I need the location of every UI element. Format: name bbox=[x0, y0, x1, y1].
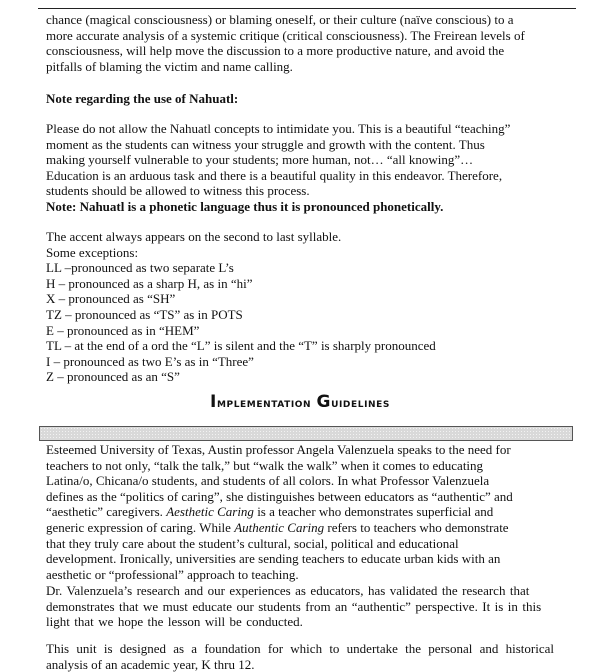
text-line: light that we hope the lesson will be conducted. bbox=[46, 614, 303, 630]
top-rule-divider bbox=[38, 8, 576, 9]
text-line: teachers to not only, “talk the talk,” but “walk the walk” when it comes to educating bbox=[46, 457, 484, 473]
exception-item: E – pronounced as in “HEM” bbox=[46, 322, 200, 338]
text-line: demonstrates that we must educate our students from an “authentic” perspective. It is in this bbox=[46, 598, 542, 614]
section-divider-bar bbox=[39, 426, 573, 441]
exceptions-label: Some exceptions: bbox=[46, 244, 139, 260]
text-line: making yourself vulnerable to your students; more human, not… “all knowing”… bbox=[46, 152, 474, 168]
exception-item: TL – at the end of a ord the “L” is silent and the “T” is sharply pronounced bbox=[46, 338, 436, 354]
text-line: more accurate analysis of a systemic critique (critical consciousness). The Freirean levels of bbox=[46, 27, 525, 43]
emphasis-aesthetic-caring: Aesthetic Caring bbox=[166, 504, 254, 520]
pronunciation-list bbox=[46, 229, 576, 385]
section-heading-implementation-guidelines bbox=[0, 392, 600, 412]
accent-rule: The accent always appears on the second to last syllable. bbox=[46, 229, 342, 244]
text-segment: refers to teachers who demonstrate bbox=[324, 519, 509, 535]
exception-item: X – pronounced as “SH” bbox=[46, 291, 176, 307]
text-line bbox=[46, 504, 576, 520]
text-line: Dr. Valenzuela’s research and our experiences as educators, has validated the research that bbox=[46, 583, 530, 598]
text-segment: “aesthetic” caregivers. bbox=[46, 504, 167, 520]
text-line: development. Ironically, universities are sending teachers to educate urban kids with an bbox=[46, 551, 501, 567]
text-line: Education is an arduous task and there is a beautiful quality in this endeavor. Therefore, bbox=[46, 167, 503, 183]
guidelines-paragraph-3 bbox=[46, 641, 576, 672]
guidelines-paragraph-1 bbox=[46, 442, 576, 582]
text-line: This unit is designed as a foundation for which to undertake the personal and historical bbox=[46, 641, 554, 656]
text-segment: generic expression of caring. While bbox=[46, 519, 235, 535]
text-line: defines as the “politics of caring”, she distinguishes between educators as “authentic” and bbox=[46, 488, 513, 504]
heading-rest: uidelines bbox=[331, 395, 390, 411]
exception-item: H – pronounced as a sharp H, as in “hi” bbox=[46, 275, 253, 291]
text-line: analysis of an academic year, K thru 12. bbox=[46, 656, 255, 672]
text-line: students should be allowed to witness this process. bbox=[46, 183, 310, 199]
intro-paragraph bbox=[46, 12, 576, 74]
text-line: moment as the students can witness your struggle and growth with the content. Thus bbox=[46, 136, 485, 152]
emphasis-authentic-caring: Authentic Caring bbox=[234, 519, 325, 535]
phonetic-note-heading: Note: Nahuatl is a phonetic language thus it is pronounced phonetically. bbox=[46, 199, 444, 214]
exception-item: Z – pronounced as an “S” bbox=[46, 369, 180, 385]
text-line: chance (magical consciousness) or blaming oneself, or their culture (naïve conscious) to a bbox=[46, 12, 514, 27]
text-line: Please do not allow the Nahuatl concepts to intimidate you. This is a beautiful “teaching” bbox=[46, 121, 511, 136]
text-line: Latina/o, Chicana/o students, and students of all colors. In what Professor Valenzuela bbox=[46, 473, 490, 489]
text-line: Esteemed University of Texas, Austin professor Angela Valenzuela speaks to the need for bbox=[46, 442, 511, 457]
text-line: that they truly care about the student’s cultural, social, political and educational bbox=[46, 535, 459, 551]
nahuatl-note-paragraph bbox=[46, 121, 576, 199]
exception-item: LL –pronounced as two separate L’s bbox=[46, 260, 234, 276]
text-line bbox=[46, 520, 576, 536]
heading-initial: G bbox=[316, 392, 332, 412]
heading-rest: mplementation bbox=[216, 395, 312, 411]
exception-item: TZ – pronounced as “TS” as in POTS bbox=[46, 306, 243, 322]
heading-initial: I bbox=[210, 392, 217, 412]
nahuatl-note-heading: Note regarding the use of Nahuatl: bbox=[46, 91, 239, 106]
text-line: pitfalls of blaming the victim and name calling. bbox=[46, 58, 293, 74]
guidelines-paragraph-2 bbox=[46, 583, 576, 630]
text-segment: is a teacher who demonstrates superficial and bbox=[253, 504, 494, 520]
exception-item: I – pronounced as two E’s as in “Three” bbox=[46, 353, 254, 369]
text-line: consciousness, will help move the discussion to a more productive nature, and avoid the bbox=[46, 43, 505, 59]
text-line: aesthetic or “professional” approach to teaching. bbox=[46, 566, 299, 582]
